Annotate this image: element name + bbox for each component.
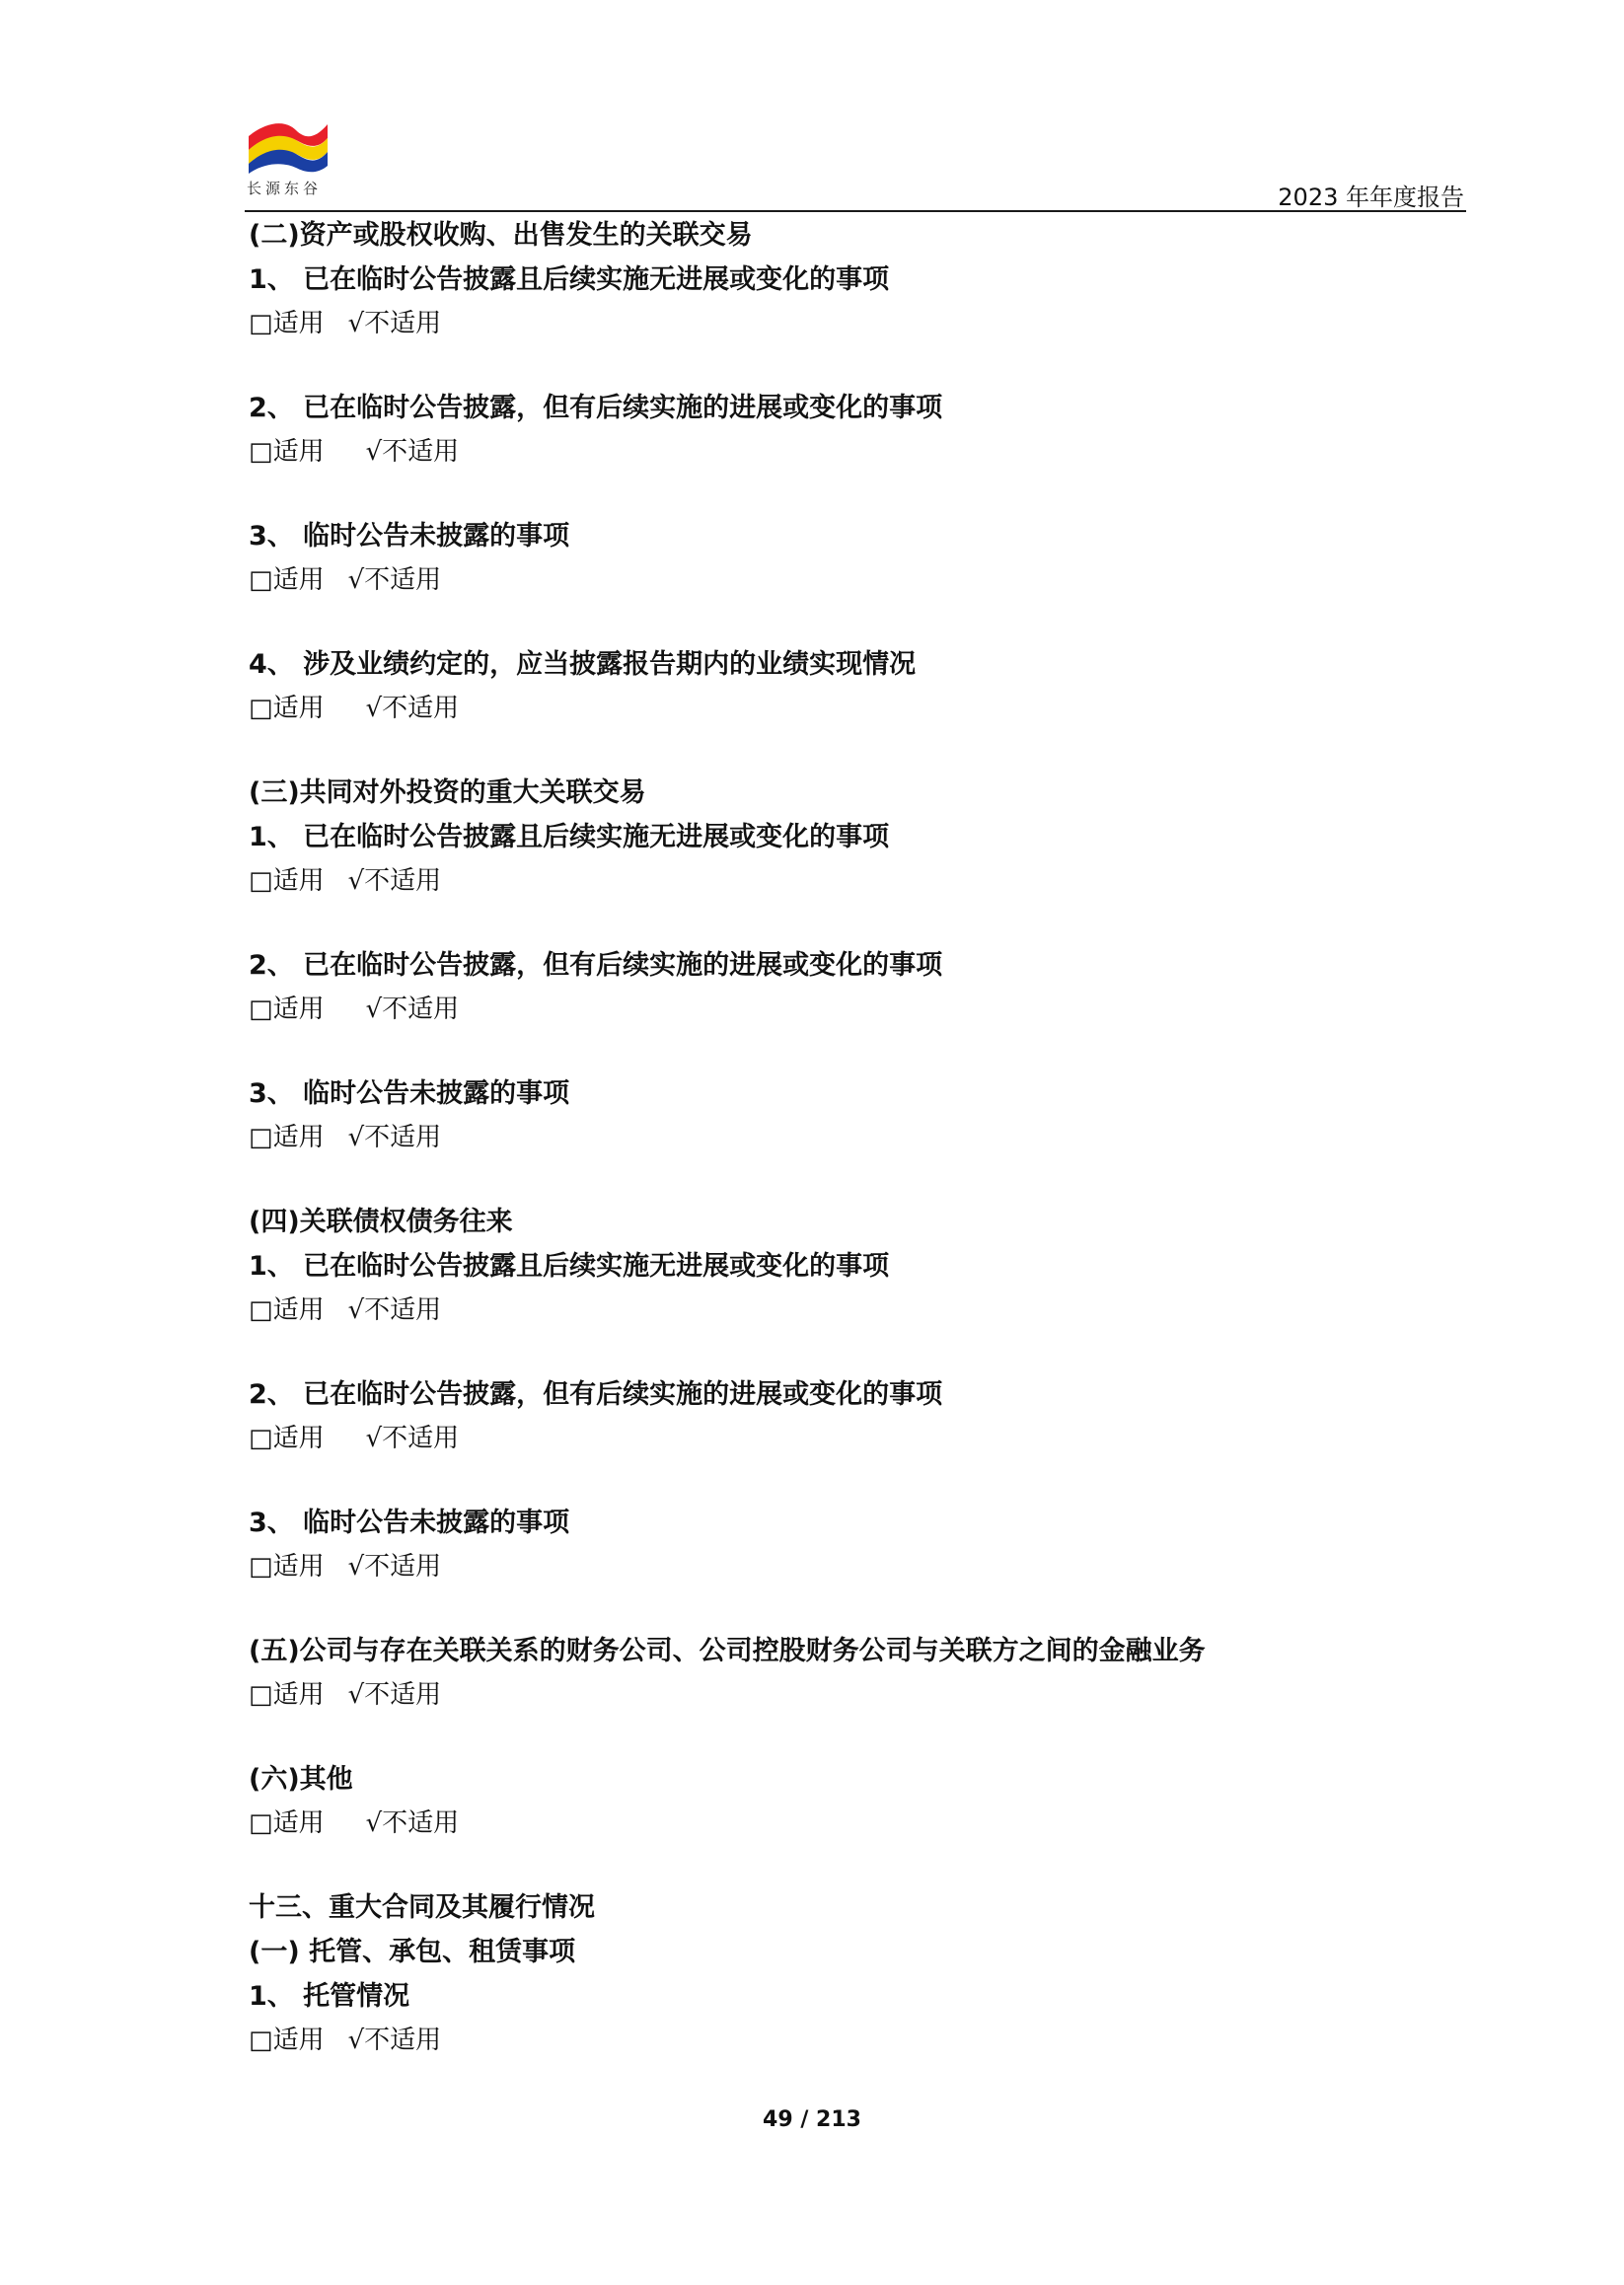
not-applicable-check: √不适用 xyxy=(347,1552,442,1582)
item-block xyxy=(249,1757,1462,1846)
company-logo xyxy=(247,116,332,198)
applicable-checkbox: □适用 xyxy=(249,2026,325,2055)
applicable-checkbox: □适用 xyxy=(249,1123,325,1152)
item-block xyxy=(249,815,1462,904)
item-block xyxy=(249,943,1462,1032)
applicability-options xyxy=(249,302,1462,346)
item-block xyxy=(249,1244,1462,1333)
applicability-options xyxy=(249,687,1462,731)
item-title: 2、 已在临时公告披露，但有后续实施的进展或变化的事项 xyxy=(249,950,943,981)
applicability-options xyxy=(249,2019,1462,2063)
not-applicable-check: √不适用 xyxy=(365,1424,460,1453)
not-applicable-check: √不适用 xyxy=(365,437,460,467)
item-block xyxy=(249,514,1462,603)
item-title: 1、 已在临时公告披露且后续实施无进展或变化的事项 xyxy=(249,822,890,852)
header-divider xyxy=(245,210,1466,212)
applicable-checkbox: □适用 xyxy=(249,1295,325,1325)
item-title: 2、 已在临时公告披露，但有后续实施的进展或变化的事项 xyxy=(249,393,943,423)
applicability-options xyxy=(249,1417,1462,1461)
section-heading: (四)关联债权债务往来 xyxy=(249,1207,513,1237)
section-heading: (五)公司与存在关联关系的财务公司、公司控股财务公司与关联方之间的金融业务 xyxy=(249,1636,1206,1666)
item-title: 3、 临时公告未披露的事项 xyxy=(249,521,570,552)
item-title: 4、 涉及业绩约定的，应当披露报告期内的业绩实现情况 xyxy=(249,649,917,680)
item-block xyxy=(249,1071,1462,1160)
applicability-options xyxy=(249,859,1462,904)
item-block xyxy=(249,1885,1462,2063)
item-block xyxy=(249,1372,1462,1461)
applicability-options xyxy=(249,1802,1462,1846)
applicability-options xyxy=(249,1673,1462,1718)
chapter-heading: 十三、重大合同及其履行情况 xyxy=(249,1892,595,1923)
item-block xyxy=(249,642,1462,731)
applicability-options xyxy=(249,1116,1462,1160)
item-block xyxy=(249,258,1462,346)
applicable-checkbox: □适用 xyxy=(249,1680,325,1710)
section-heading: (三)共同对外投资的重大关联交易 xyxy=(249,777,646,808)
item-title: 1、 已在临时公告披露且后续实施无进展或变化的事项 xyxy=(249,264,890,295)
item-block xyxy=(249,1629,1462,1718)
applicability-options xyxy=(249,430,1462,475)
not-applicable-check: √不适用 xyxy=(347,1295,442,1325)
applicable-checkbox: □适用 xyxy=(249,437,325,467)
not-applicable-check: √不适用 xyxy=(347,866,442,896)
item-title: 2、 已在临时公告披露，但有后续实施的进展或变化的事项 xyxy=(249,1379,943,1410)
applicable-checkbox: □适用 xyxy=(249,1808,325,1838)
applicable-checkbox: □适用 xyxy=(249,1424,325,1453)
applicable-checkbox: □适用 xyxy=(249,995,325,1024)
applicability-options xyxy=(249,558,1462,603)
section-heading: (二)资产或股权收购、出售发生的关联交易 xyxy=(249,220,753,251)
applicable-checkbox: □适用 xyxy=(249,1552,325,1582)
not-applicable-check: √不适用 xyxy=(347,2026,442,2055)
applicable-checkbox: □适用 xyxy=(249,694,325,723)
item-title: 3、 临时公告未披露的事项 xyxy=(249,1078,570,1109)
not-applicable-check: √不适用 xyxy=(347,1123,442,1152)
item-title: 1、 托管情况 xyxy=(249,1981,410,2012)
applicability-options xyxy=(249,1545,1462,1589)
document-body xyxy=(249,213,1462,2063)
applicable-checkbox: □适用 xyxy=(249,866,325,896)
applicability-options xyxy=(249,988,1462,1032)
not-applicable-check: √不适用 xyxy=(365,995,460,1024)
report-title: 2023 年年度报告 xyxy=(1278,184,1464,211)
subsection-heading: (一) 托管、承包、租赁事项 xyxy=(249,1937,576,1967)
item-title: 3、 临时公告未披露的事项 xyxy=(249,1508,570,1538)
item-block xyxy=(249,386,1462,475)
logo-stripes-icon xyxy=(247,116,330,174)
not-applicable-check: √不适用 xyxy=(365,694,460,723)
not-applicable-check: √不适用 xyxy=(347,309,442,338)
item-block xyxy=(249,1501,1462,1589)
not-applicable-check: √不适用 xyxy=(365,1808,460,1838)
section-heading: (六)其他 xyxy=(249,1764,353,1795)
not-applicable-check: √不适用 xyxy=(347,1680,442,1710)
item-title: 1、 已在临时公告披露且后续实施无进展或变化的事项 xyxy=(249,1251,890,1282)
page-number: 49 / 213 xyxy=(763,2107,861,2132)
not-applicable-check: √不适用 xyxy=(347,565,442,595)
applicability-options xyxy=(249,1289,1462,1333)
logo-text: 长源东谷 xyxy=(247,180,323,197)
applicable-checkbox: □适用 xyxy=(249,309,325,338)
applicable-checkbox: □适用 xyxy=(249,565,325,595)
